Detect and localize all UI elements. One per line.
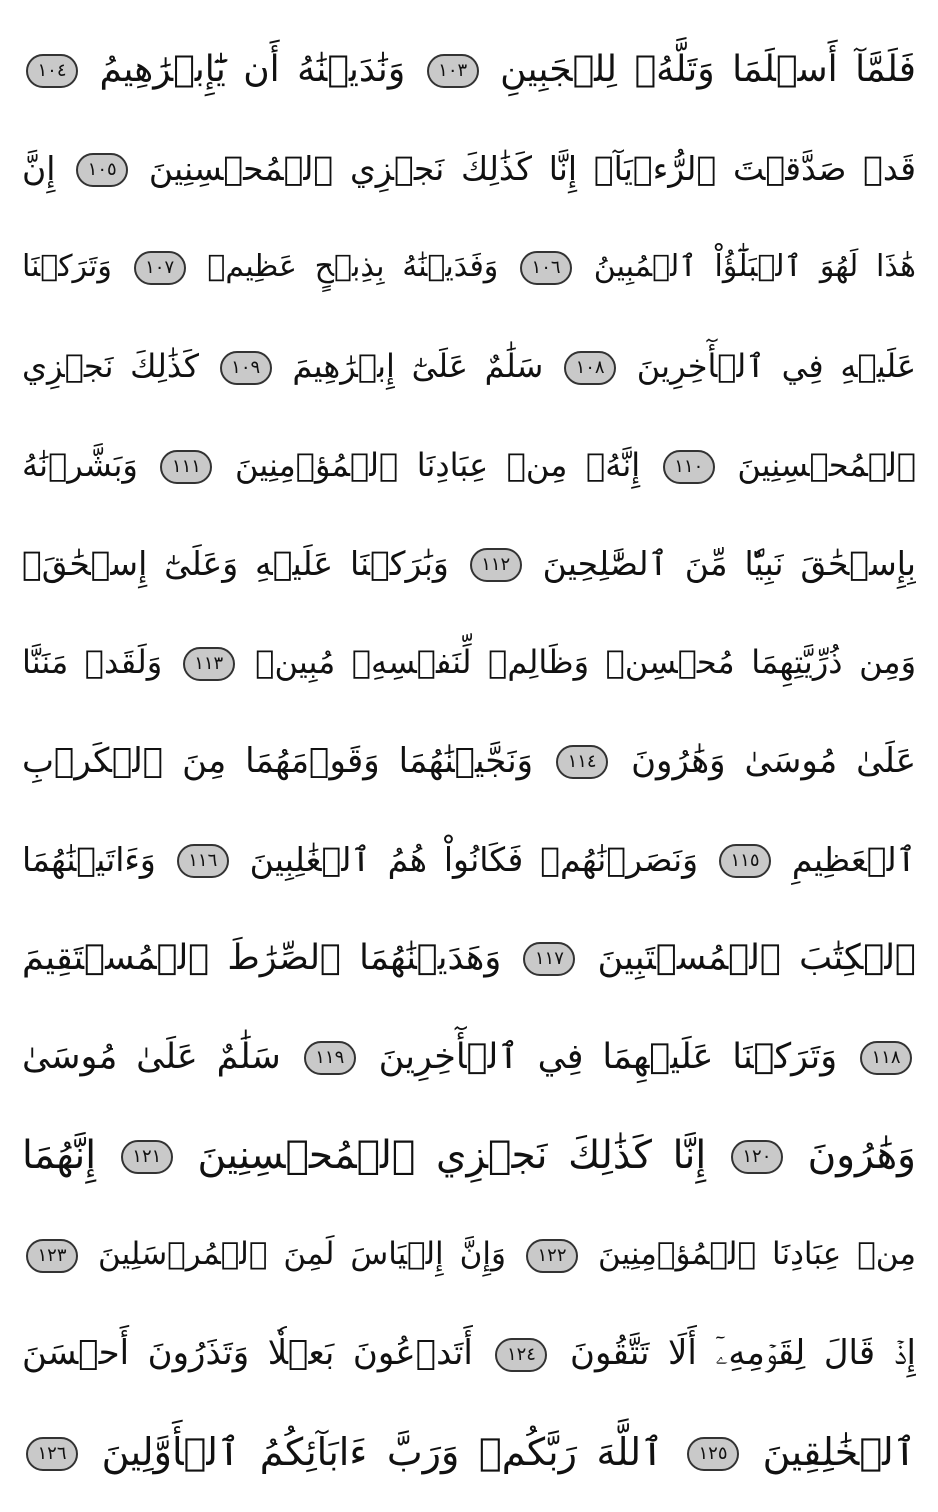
verse-text: وَنَصَرۡنَٰهُمۡ فَكَانُواْ هُمُ ٱلۡغَٰلِبِينَ [249,839,699,879]
ayah-number-marker: ١١٨ [860,1041,912,1075]
verse-line [22,1116,916,1196]
verse-line-content [22,1412,916,1492]
verse-text: ٱلۡكِتَٰبَ ٱلۡمُسۡتَبِينَ [597,938,916,979]
verse-text: وَمِن ذُرِّيَّتِهِمَا مُحۡسِنٞ وَظَالِمٞ لِّنَفۡسِهِۦ مُبِينٞ [255,643,916,682]
verse-text: وَهَدَيۡنَٰهُمَا ٱلصِّرَٰطَ ٱلۡمُسۡتَقِيمَ [22,938,502,979]
verse-text: وَنَجَّيۡنَٰهُمَا وَقَوۡمَهُمَا مِنَ ٱلۡكَرۡبِ [22,740,534,781]
ayah-number-marker: ١١٣ [183,647,235,681]
verse-text: وَتَرَكۡنَا عَلَيۡهِمَا فِي ٱلۡأٓخِرِينَ [378,1037,838,1078]
verse-text: إِنَّهُمَا [22,1132,97,1178]
verse-line-content [22,227,916,307]
ayah-number-marker: ١١٠ [663,450,715,484]
verse-line [22,721,916,801]
verse-text: وَفَدَيۡنَٰهُ بِذِبۡحٍ عَظِيمٖ [207,249,499,285]
verse-line-content [22,918,916,998]
verse-line [22,622,916,702]
ayah-number-marker: ١٠٦ [520,251,572,285]
verse-text: مِنۡ عِبَادِنَا ٱلۡمُؤۡمِنِينَ [597,1236,916,1273]
verse-text: بِإِسۡحَٰقَ نَبِيّٗا مِّنَ ٱلصَّٰلِحِينَ [542,543,916,583]
ayah-number-marker: ١١٦ [177,844,229,878]
verse-text: ٱلۡخَٰلِقِينَ [762,1429,916,1474]
verse-text: فَلَمَّآ أَسۡلَمَا وَتَلَّهُۥ لِلۡجَبِينِ [500,49,916,90]
ayah-number-marker: ١٢٠ [731,1140,783,1174]
ayah-number-marker: ١٢٢ [526,1239,578,1273]
verse-text: وَلَقَدۡ مَنَنَّا [22,643,163,682]
verse-line-content [22,30,916,110]
verse-line [22,326,916,406]
verse-line [22,1412,916,1492]
verse-line [22,524,916,604]
verse-text: ٱلۡعَظِيمِ [791,839,916,879]
ayah-number-marker: ١٢٤ [495,1338,547,1372]
ayah-number-marker: ١١١ [160,450,212,484]
verse-text: أَتَدۡعُونَ بَعۡلٗا وَتَذَرُونَ أَحۡسَنَ [22,1333,473,1374]
ayah-number-marker: ١١٥ [719,844,771,878]
verse-text: وَإِنَّ إِلۡيَاسَ لَمِنَ ٱلۡمُرۡسَلِينَ [97,1236,506,1273]
verse-line [22,30,916,110]
verse-text: عَلَىٰ مُوسَىٰ وَهَٰرُونَ [631,740,916,781]
verse-text: إِنَّهُۥ مِنۡ عِبَادِنَا ٱلۡمُؤۡمِنِينَ [234,445,641,484]
verse-line [22,129,916,209]
verse-text: وَبَشَّرۡنَٰهُ [22,445,138,484]
verse-text: إِنَّا كَذَٰلِكَ نَجۡزِي ٱلۡمُحۡسِنِينَ [197,1132,707,1178]
verse-line [22,918,916,998]
ayah-number-marker: ١٢٥ [687,1437,739,1471]
verse-line-content [22,820,916,900]
verse-text: إِذۡ قَالَ لِقَوۡمِهِۦٓ أَلَا تَتَّقُونَ [570,1333,916,1374]
verse-text: سَلَٰمٌ عَلَىٰٓ إِبۡرَٰهِيمَ [292,347,544,386]
verse-line-content [22,425,916,505]
verse-line [22,227,916,307]
verse-line [22,820,916,900]
verse-line-content [22,524,916,604]
verse-line [22,1017,916,1097]
ayah-number-marker: ١١٧ [523,942,575,976]
ayah-number-marker: ١٠٣ [427,54,479,88]
verse-line-content [22,129,916,209]
verse-text: ٱلۡمُحۡسِنِينَ [737,445,916,484]
verse-line-content [22,1017,916,1097]
verse-text: هَٰذَا لَهُوَ ٱلۡبَلَٰٓؤُاْ ٱلۡمُبِينُ [593,249,916,285]
ayah-number-marker: ١٠٩ [220,351,272,385]
verse-text: وَءَاتَيۡنَٰهُمَا [22,839,156,879]
verse-text: عَلَيۡهِ فِي ٱلۡأٓخِرِينَ [636,347,916,386]
ayah-number-marker: ١٢١ [121,1140,173,1174]
verse-line-content [22,1116,916,1196]
ayah-number-marker: ١٠٨ [564,351,616,385]
verse-text: وَبَٰرَكۡنَا عَلَيۡهِ وَعَلَىٰٓ إِسۡحَٰقَۚ [22,543,449,583]
verse-line [22,1214,916,1294]
verse-text: كَذَٰلِكَ نَجۡزِي [22,347,199,386]
verse-line-content [22,622,916,702]
verse-line-content [22,721,916,801]
verse-line [22,1313,916,1393]
ayah-number-marker: ١١٢ [470,548,522,582]
verse-text: وَتَرَكۡنَا [22,249,112,285]
verse-line-content [22,326,916,406]
verse-line [22,425,916,505]
verse-text: إِنَّ [22,148,56,188]
verse-text: سَلَٰمٌ عَلَىٰ مُوسَىٰ [22,1037,281,1078]
verse-text: وَنَٰدَيۡنَٰهُ أَن يَٰٓإِبۡرَٰهِيمُ [99,49,406,90]
ayah-number-marker: ١٠٥ [76,153,128,187]
verse-line-content [22,1313,916,1393]
ayah-number-marker: ١٠٤ [26,54,78,88]
ayah-number-marker: ١١٤ [556,745,608,779]
ayah-number-marker: ١١٩ [304,1041,356,1075]
ayah-number-marker: ١٢٣ [26,1239,78,1273]
verse-line-content [22,1214,916,1294]
verse-text: وَهَٰرُونَ [807,1132,916,1178]
verse-text: ٱللَّهَ رَبَّكُمۡ وَرَبَّ ءَابَآئِكُمُ ٱلۡأَوَّلِينَ [101,1429,664,1474]
ayah-number-marker: ١٢٦ [26,1437,78,1471]
verse-text: قَدۡ صَدَّقۡتَ ٱلرُّءۡيَآۚ إِنَّا كَذَٰلِكَ نَجۡزِي ٱلۡمُحۡسِنِينَ [148,148,916,188]
ayah-number-marker: ١٠٧ [134,251,186,285]
